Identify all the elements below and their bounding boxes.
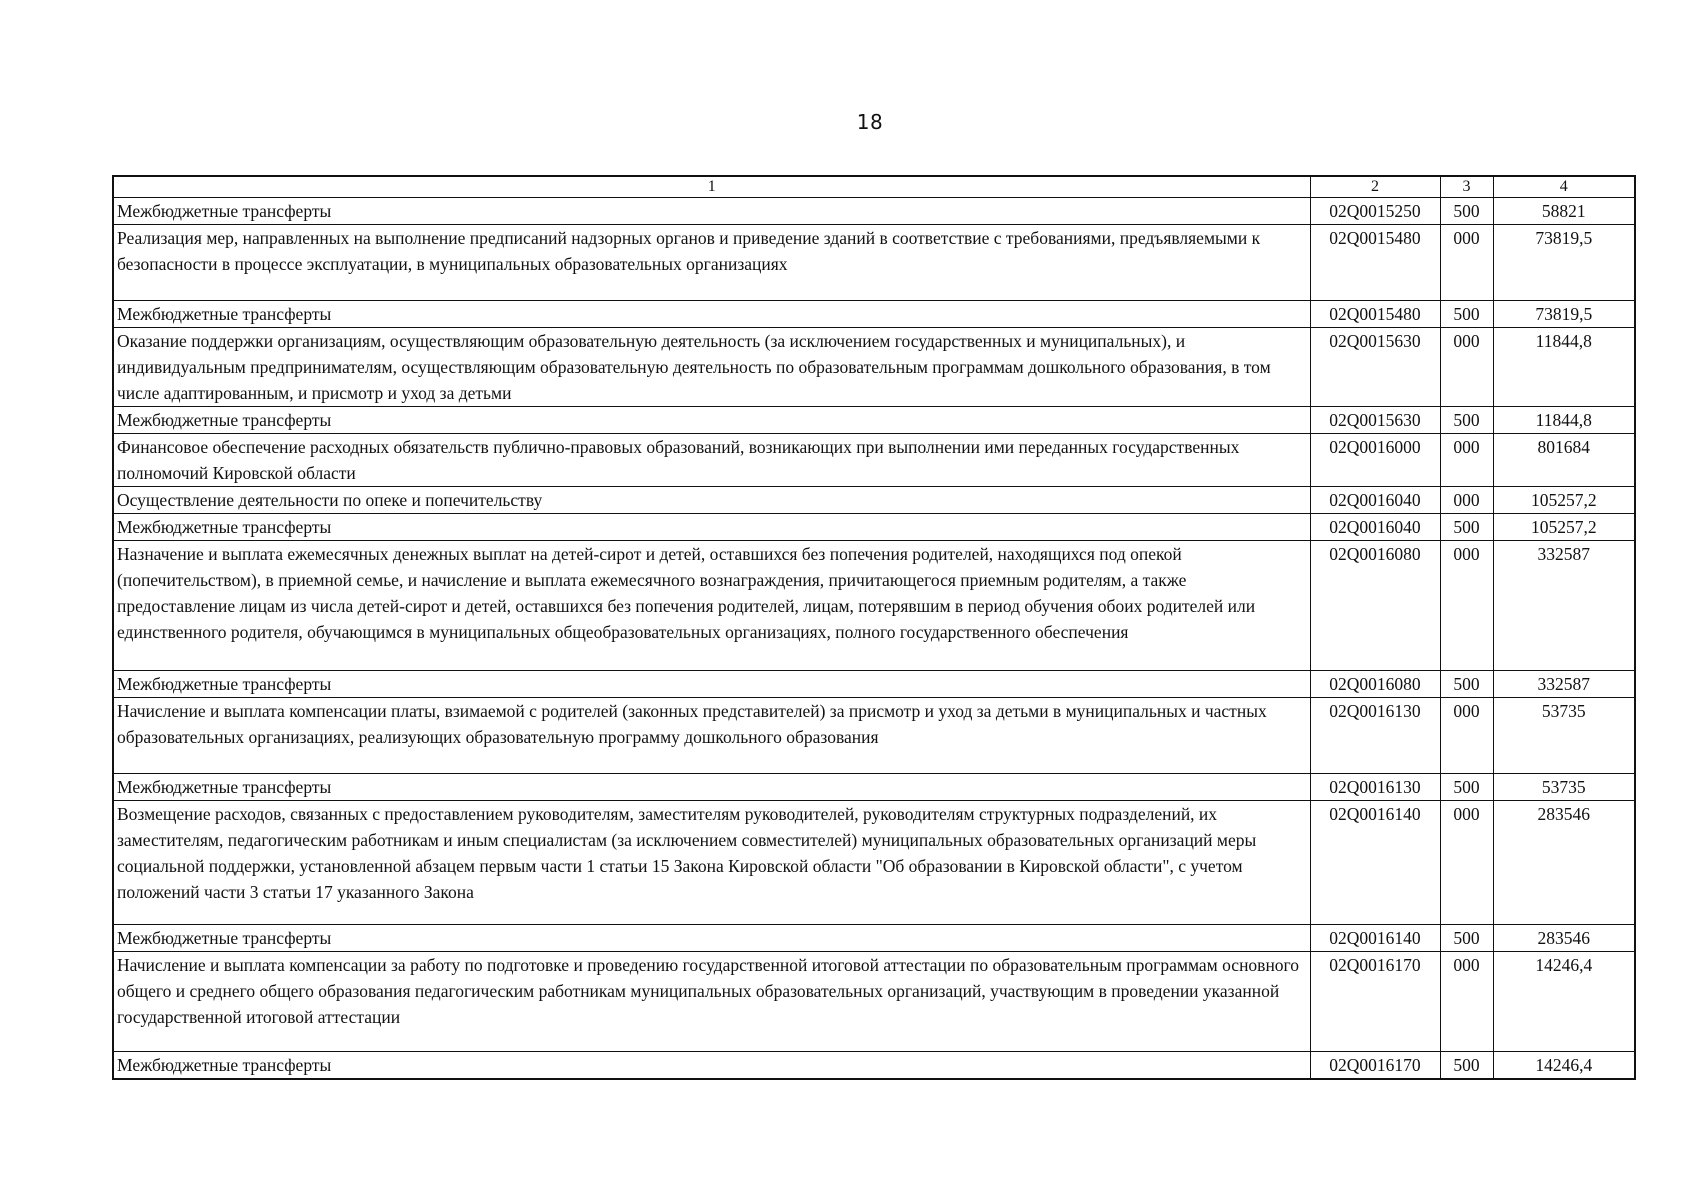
- row-description: Оказание поддержки организациям, осуществляющим образовательную деятельность (за исключением государственных и муниципальных), и индивидуальным предпринимателям, осуществляющим образовательную деятельность по образовательным программам дошкольного образования, в том числе адаптированным, и присмотр и уход за детьми: [113, 328, 1310, 407]
- row-amount: 14246,4: [1493, 952, 1635, 1052]
- row-amount: 58821: [1493, 198, 1635, 225]
- row-description: Межбюджетные трансферты: [113, 925, 1310, 952]
- row-expense-type: 000: [1440, 487, 1493, 514]
- table-row: [113, 225, 1635, 301]
- row-expense-type: 500: [1440, 198, 1493, 225]
- row-amount: 283546: [1493, 925, 1635, 952]
- row-expense-type: 500: [1440, 1052, 1493, 1080]
- table-row: [113, 541, 1635, 671]
- row-target-code: 02Q0016140: [1310, 925, 1440, 952]
- row-target-code: 02Q0016170: [1310, 1052, 1440, 1080]
- header-col-2: 2: [1310, 176, 1440, 198]
- row-expense-type: 000: [1440, 225, 1493, 301]
- budget-table: [112, 175, 1636, 1080]
- row-target-code: 02Q0016040: [1310, 514, 1440, 541]
- row-description: Начисление и выплата компенсации платы, взимаемой с родителей (законных представителей) за присмотр и уход за детьми в муниципальных и частных образовательных организациях, реализующих образовательную программу дошкольного образования: [113, 698, 1310, 774]
- row-expense-type: 000: [1440, 698, 1493, 774]
- row-target-code: 02Q0015480: [1310, 301, 1440, 328]
- row-amount: 283546: [1493, 801, 1635, 925]
- row-description: Возмещение расходов, связанных с предоставлением руководителям, заместителям руководителей, руководителям структурных подразделений, их заместителям, педагогическим работникам и иным специалистам (за исключением совместителей) муниципальных образовательных организаций меры социальной поддержки, установленной абзацем первым части 1 статьи 15 Закона Кировской области "Об образовании в Кировской области", с учетом положений части 3 статьи 17 указанного Закона: [113, 801, 1310, 925]
- table-row: [113, 925, 1635, 952]
- row-expense-type: 000: [1440, 434, 1493, 487]
- row-amount: 73819,5: [1493, 225, 1635, 301]
- row-amount: 332587: [1493, 671, 1635, 698]
- table-row: [113, 301, 1635, 328]
- table-row: [113, 698, 1635, 774]
- table-header-row: [113, 176, 1635, 198]
- row-target-code: 02Q0016170: [1310, 952, 1440, 1052]
- row-description: Осуществление деятельности по опеке и попечительству: [113, 487, 1310, 514]
- table-row: [113, 487, 1635, 514]
- table-row: [113, 514, 1635, 541]
- row-amount: 73819,5: [1493, 301, 1635, 328]
- table-row: [113, 328, 1635, 407]
- row-target-code: 02Q0016130: [1310, 698, 1440, 774]
- row-expense-type: 000: [1440, 801, 1493, 925]
- row-amount: 53735: [1493, 774, 1635, 801]
- row-expense-type: 000: [1440, 541, 1493, 671]
- row-target-code: 02Q0016000: [1310, 434, 1440, 487]
- row-amount: 11844,8: [1493, 328, 1635, 407]
- row-expense-type: 500: [1440, 671, 1493, 698]
- header-col-3: 3: [1440, 176, 1493, 198]
- row-description: Межбюджетные трансферты: [113, 774, 1310, 801]
- row-expense-type: 500: [1440, 925, 1493, 952]
- row-target-code: 02Q0015630: [1310, 407, 1440, 434]
- row-target-code: 02Q0016080: [1310, 671, 1440, 698]
- row-target-code: 02Q0015630: [1310, 328, 1440, 407]
- header-col-1: 1: [113, 176, 1310, 198]
- row-description: Начисление и выплата компенсации за работу по подготовке и проведению государственной итоговой аттестации по образовательным программам основного общего и среднего общего образования педагогическим работникам муниципальных образовательных организаций, участвующим в проведении указанной государственной итоговой аттестации: [113, 952, 1310, 1052]
- table-row: [113, 198, 1635, 225]
- row-amount: 11844,8: [1493, 407, 1635, 434]
- row-expense-type: 500: [1440, 301, 1493, 328]
- row-expense-type: 500: [1440, 514, 1493, 541]
- row-amount: 53735: [1493, 698, 1635, 774]
- row-expense-type: 500: [1440, 774, 1493, 801]
- table-row: [113, 952, 1635, 1052]
- page-number: 18: [856, 110, 884, 134]
- row-target-code: 02Q0016040: [1310, 487, 1440, 514]
- table-row: [113, 407, 1635, 434]
- table-row: [113, 801, 1635, 925]
- row-description: Реализация мер, направленных на выполнение предписаний надзорных органов и приведение зданий в соответствие с требованиями, предъявляемыми к безопасности в процессе эксплуатации, в муниципальных образовательных организациях: [113, 225, 1310, 301]
- row-amount: 14246,4: [1493, 1052, 1635, 1080]
- row-target-code: 02Q0015250: [1310, 198, 1440, 225]
- row-expense-type: 000: [1440, 328, 1493, 407]
- header-col-4: 4: [1493, 176, 1635, 198]
- row-target-code: 02Q0015480: [1310, 225, 1440, 301]
- row-amount: 105257,2: [1493, 487, 1635, 514]
- row-description: Межбюджетные трансферты: [113, 1052, 1310, 1080]
- row-amount: 332587: [1493, 541, 1635, 671]
- row-description: Межбюджетные трансферты: [113, 198, 1310, 225]
- row-description: Межбюджетные трансферты: [113, 671, 1310, 698]
- row-description: Межбюджетные трансферты: [113, 514, 1310, 541]
- row-description: Финансовое обеспечение расходных обязательств публично-правовых образований, возникающих при выполнении ими переданных государственных полномочий Кировской области: [113, 434, 1310, 487]
- row-description: Назначение и выплата ежемесячных денежных выплат на детей-сирот и детей, оставшихся без попечения родителей, находящихся под опекой (попечительством), в приемной семье, и начисление и выплата ежемесячного вознаграждения, причитающегося приемным родителям, а также предоставление лицам из числа детей-сирот и детей, оставшихся без попечения родителей, лицам, потерявшим в период обучения обоих родителей или единственного родителя, обучающимся в муниципальных общеобразовательных организациях, полного государственного обеспечения: [113, 541, 1310, 671]
- row-expense-type: 500: [1440, 407, 1493, 434]
- table-row: [113, 774, 1635, 801]
- row-expense-type: 000: [1440, 952, 1493, 1052]
- row-amount: 105257,2: [1493, 514, 1635, 541]
- row-description: Межбюджетные трансферты: [113, 301, 1310, 328]
- table-row: [113, 1052, 1635, 1080]
- row-description: Межбюджетные трансферты: [113, 407, 1310, 434]
- table-row: [113, 671, 1635, 698]
- row-amount: 801684: [1493, 434, 1635, 487]
- row-target-code: 02Q0016080: [1310, 541, 1440, 671]
- table-row: [113, 434, 1635, 487]
- row-target-code: 02Q0016140: [1310, 801, 1440, 925]
- row-target-code: 02Q0016130: [1310, 774, 1440, 801]
